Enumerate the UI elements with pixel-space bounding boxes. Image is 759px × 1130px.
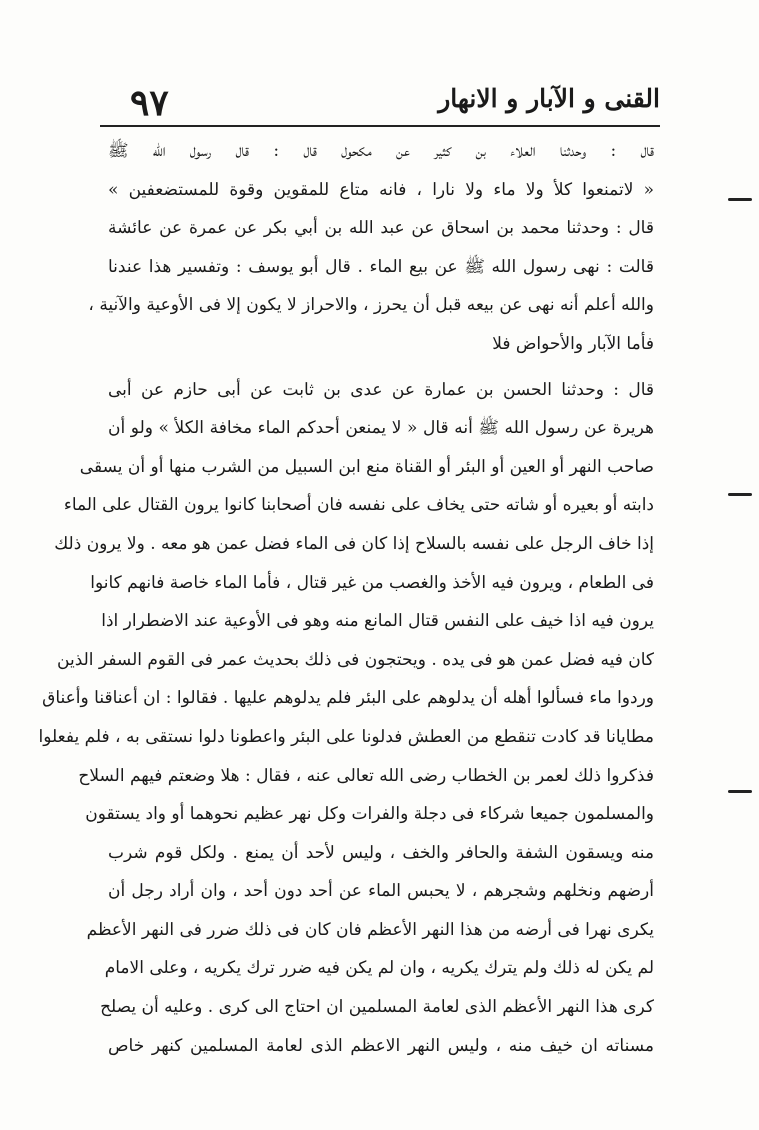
body-text — [38, 132, 654, 1065]
text-line: كان فيه فضل عمن هو فى يده . ويحتجون فى ذلك بحديث عمر فى القوم السفر الذين — [57, 649, 654, 670]
text-line: صاحب النهر أو العين أو البئر أو القناة منع ابن السبيل من الشرب منها أو أن يسقى — [79, 456, 654, 477]
text-line: منه ويسقون الشفة والحافر والخف ، وليس لأحد أن يمنع . ولكل قوم شرب — [108, 842, 654, 863]
text-line: كرى هذا النهر الأعظم الذى لعامة المسلمين ان احتاج الى كرى . وعليه أن يصلح — [100, 997, 654, 1018]
text-line: فذكروا ذلك لعمر بن الخطاب رضى الله تعالى عنه ، فقال : هلا وضعتم فيهم السلاح — [78, 765, 654, 786]
text-line: والمسلمون جميعا شركاء فى دجلة والفرات وكل نهر عظيم نحوهما أو واد يستقون — [85, 804, 654, 825]
text-line: يرون فيه اذا خيف على النفس قتال المانع منه وهو فى الأوعية عند الاضطرار اذا — [101, 611, 654, 632]
margin-mark — [728, 198, 752, 201]
text-line: هريرة عن رسول الله ﷺ أنه قال « لا يمنعن أحدكم الماء مخافة الكلأ » ولو أن — [108, 418, 654, 439]
text-line: دابته أو بعيره أو شاته حتى يخاف على نفسه فان أصحابنا كانوا يرون القتال على الماء — [63, 495, 654, 516]
margin-mark — [728, 790, 752, 793]
text-line: وردوا ماء فسألوا أهله أن يدلوهم على البئر فلم يدلوهم عليها . فقالوا : ان أعناقنا وأعناق — [42, 688, 654, 709]
text-line: إذا خاف الرجل على نفسه بالسلاح إذا كان فى الماء فضل عمن هو معه . ولا يرون ذلك — [54, 533, 654, 554]
text-line: قالت : نهى رسول الله ﷺ عن بيع الماء . قال أبو يوسف : وتفسير هذا عندنا — [108, 256, 654, 277]
header-rule — [100, 125, 660, 127]
text-line: فى الطعام ، ويرون فيه الأخذ والغصب من غير قتال ، فأما الماء خاصة فانهم كانوا — [90, 572, 654, 593]
page-number: ٩٧ — [130, 82, 169, 124]
text-line: مطايانا قد كادت تنقطع من العطش فدلونا على البئر واعطونا دلوا نستقى به ، فلم يفعلوا — [38, 726, 654, 747]
text-line: قال : وحدثنا الحسن بن عمارة عن عدى بن ثابت عن أبى حازم عن أبى — [108, 379, 654, 400]
text-line: والله أعلم أنه نهى عن بيعه قبل أن يحرز ، والاحراز لا يكون إلا فى الأوعية والآنية ، — [88, 295, 654, 316]
text-line: أرضهم ونخلهم وشجرهم ، لا يحبس الماء عن أحد دون أحد ، وان أراد رجل أن — [108, 881, 654, 902]
text-line: قال : وحدثنا العلاء بن كثير عن مكحول قال : قال رسول الله ﷺ — [108, 141, 654, 161]
text-line: قال : وحدثنا محمد بن اسحاق عن عبد الله بن أبي بكر عن عمرة عن عائشة — [108, 218, 654, 239]
margin-mark — [728, 493, 752, 496]
text-line: مسناته ان خيف منه ، وليس النهر الاعظم الذى لعامة المسلمين كنهر خاص — [108, 1035, 654, 1056]
page-header — [100, 78, 660, 126]
text-line: يكرى نهرا فى أرضه من هذا النهر الأعظم فان كان فى ذلك ضرر فى النهر الأعظم — [86, 919, 654, 940]
text-line: لم يكن له ذلك ولم يترك يكريه ، وان لم يكن فيه ضرر ترك يكريه ، وعلى الامام — [104, 958, 654, 979]
text-line: « لاتمنعوا كلأ ولا ماء ولا نارا ، فانه متاع للمقوين وقوة للمستضعفين » — [108, 179, 654, 200]
running-title: القنى و الآبار و الانهار — [438, 84, 660, 113]
text-line: فأما الآبار والأحواض فلا — [492, 333, 654, 354]
